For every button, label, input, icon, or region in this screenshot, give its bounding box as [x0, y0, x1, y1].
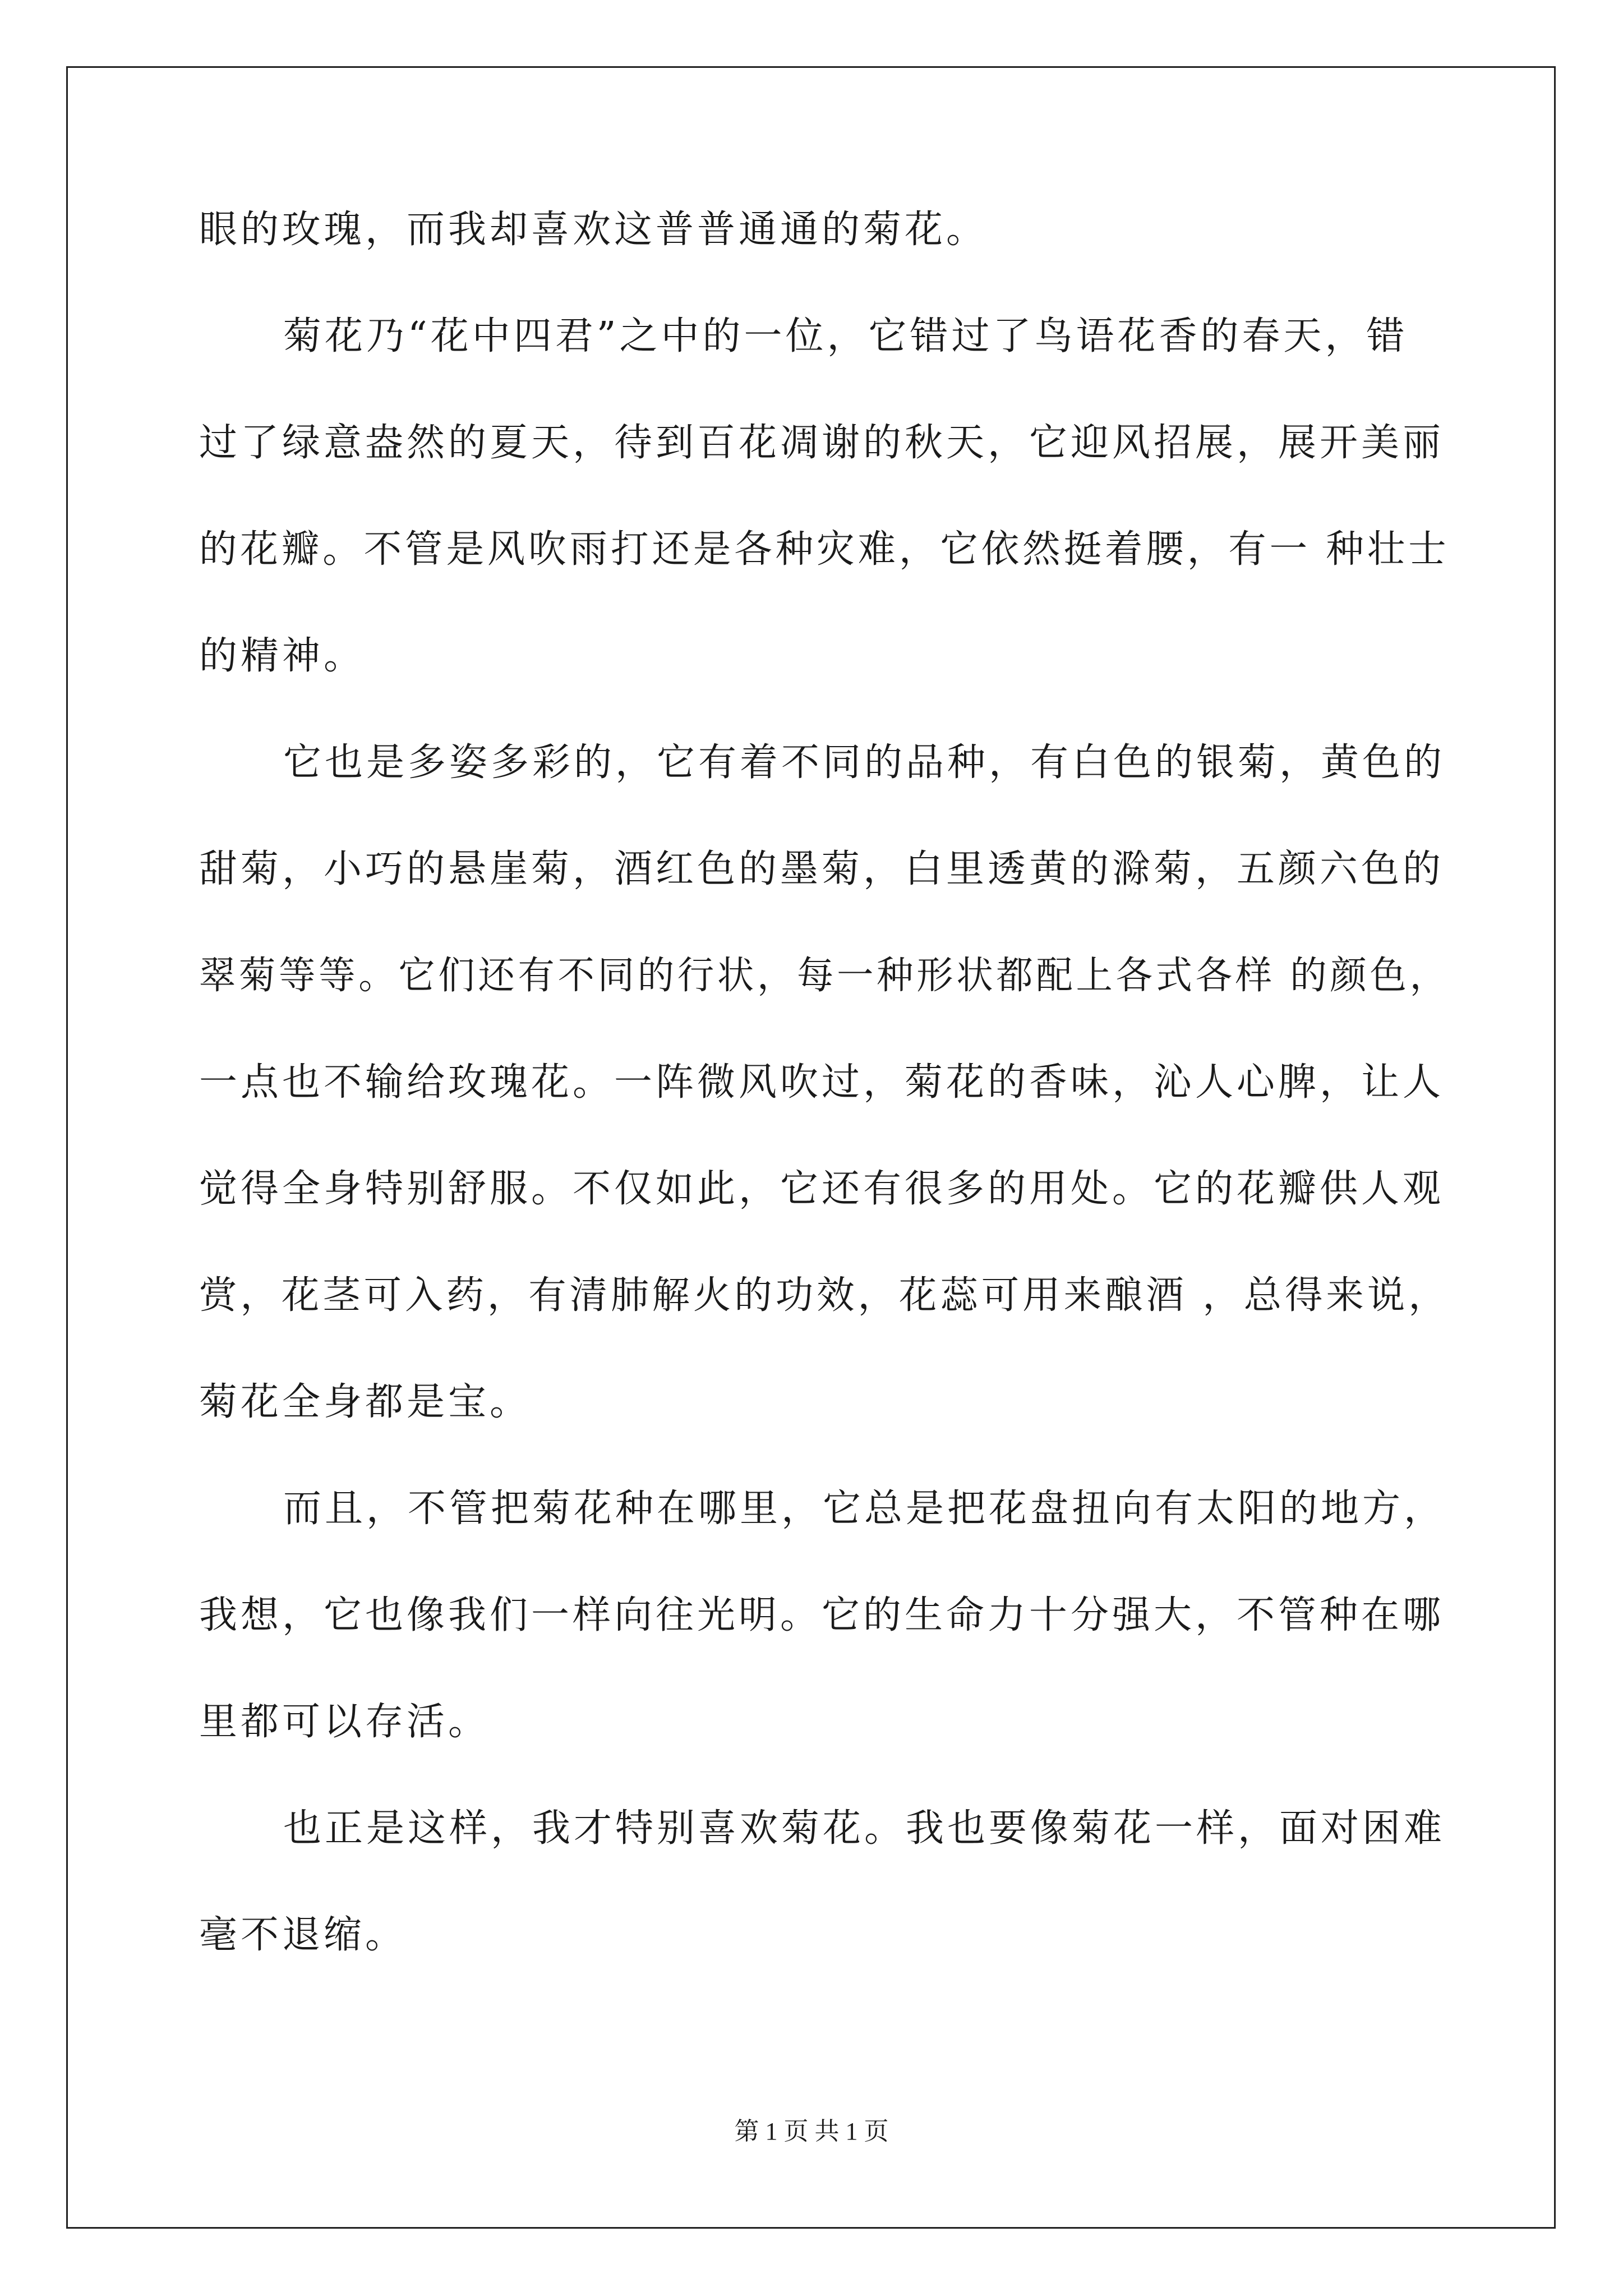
text-line-5: 的精神。 [199, 634, 366, 678]
text-line-10: 觉得全身特别舒服。不仅如此，它还有很多的用处。它的花瓣供人观 [199, 1167, 1445, 1211]
text-line-4: 的花瓣。不管是风吹雨打还是各种灾难，它依然挺着腰，有一 种壮士 [199, 527, 1450, 572]
page-number-footer: 第 1 页 共 1 页 [734, 2118, 889, 2145]
text-line-3: 过了绿意盎然的夏天，待到百花凋谢的秋天，它迎风招展，展开美丽 [199, 421, 1445, 465]
text-line-7: 甜菊，小巧的悬崖菊，酒红色的墨菊，白里透黄的滁菊，五颜六色的 [199, 847, 1445, 891]
text-line-13: 而且，不管把菊花种在哪里，它总是把花盘扭向有太阳的地方， [283, 1487, 1446, 1531]
text-line-8: 翠菊等等。它们还有不同的行状，每一种形状都配上各式各样 的颜色， [199, 954, 1450, 998]
text-line-6: 它也是多姿多彩的，它有着不同的品种，有白色的银菊，黄色的 [283, 740, 1446, 785]
text-line-16: 也正是这样，我才特别喜欢菊花。我也要像菊花一样，面对困难 [283, 1806, 1446, 1851]
text-line-9: 一点也不输给玫瑰花。一阵微风吹过，菊花的香味，沁人心脾，让人 [199, 1060, 1445, 1105]
text-line-15: 里都可以存活。 [199, 1700, 490, 1744]
text-line-14: 我想，它也像我们一样向往光明。它的生命力十分强大，不管种在哪 [199, 1593, 1445, 1637]
text-line-12: 菊花全身都是宝。 [199, 1380, 532, 1424]
page-border [66, 66, 1556, 2229]
text-line-11: 赏，花茎可入药，有清肺解火的功效，花蕊可用来酿酒 ，总得来说， [199, 1273, 1450, 1318]
text-line-17: 毫不退缩。 [199, 1913, 407, 1957]
text-line-2: 菊花乃“花中四君”之中的一位，它错过了鸟语花香的春天，错 [283, 314, 1408, 358]
text-line-1: 眼的玫瑰，而我却喜欢这普普通通的菊花。 [199, 208, 988, 252]
